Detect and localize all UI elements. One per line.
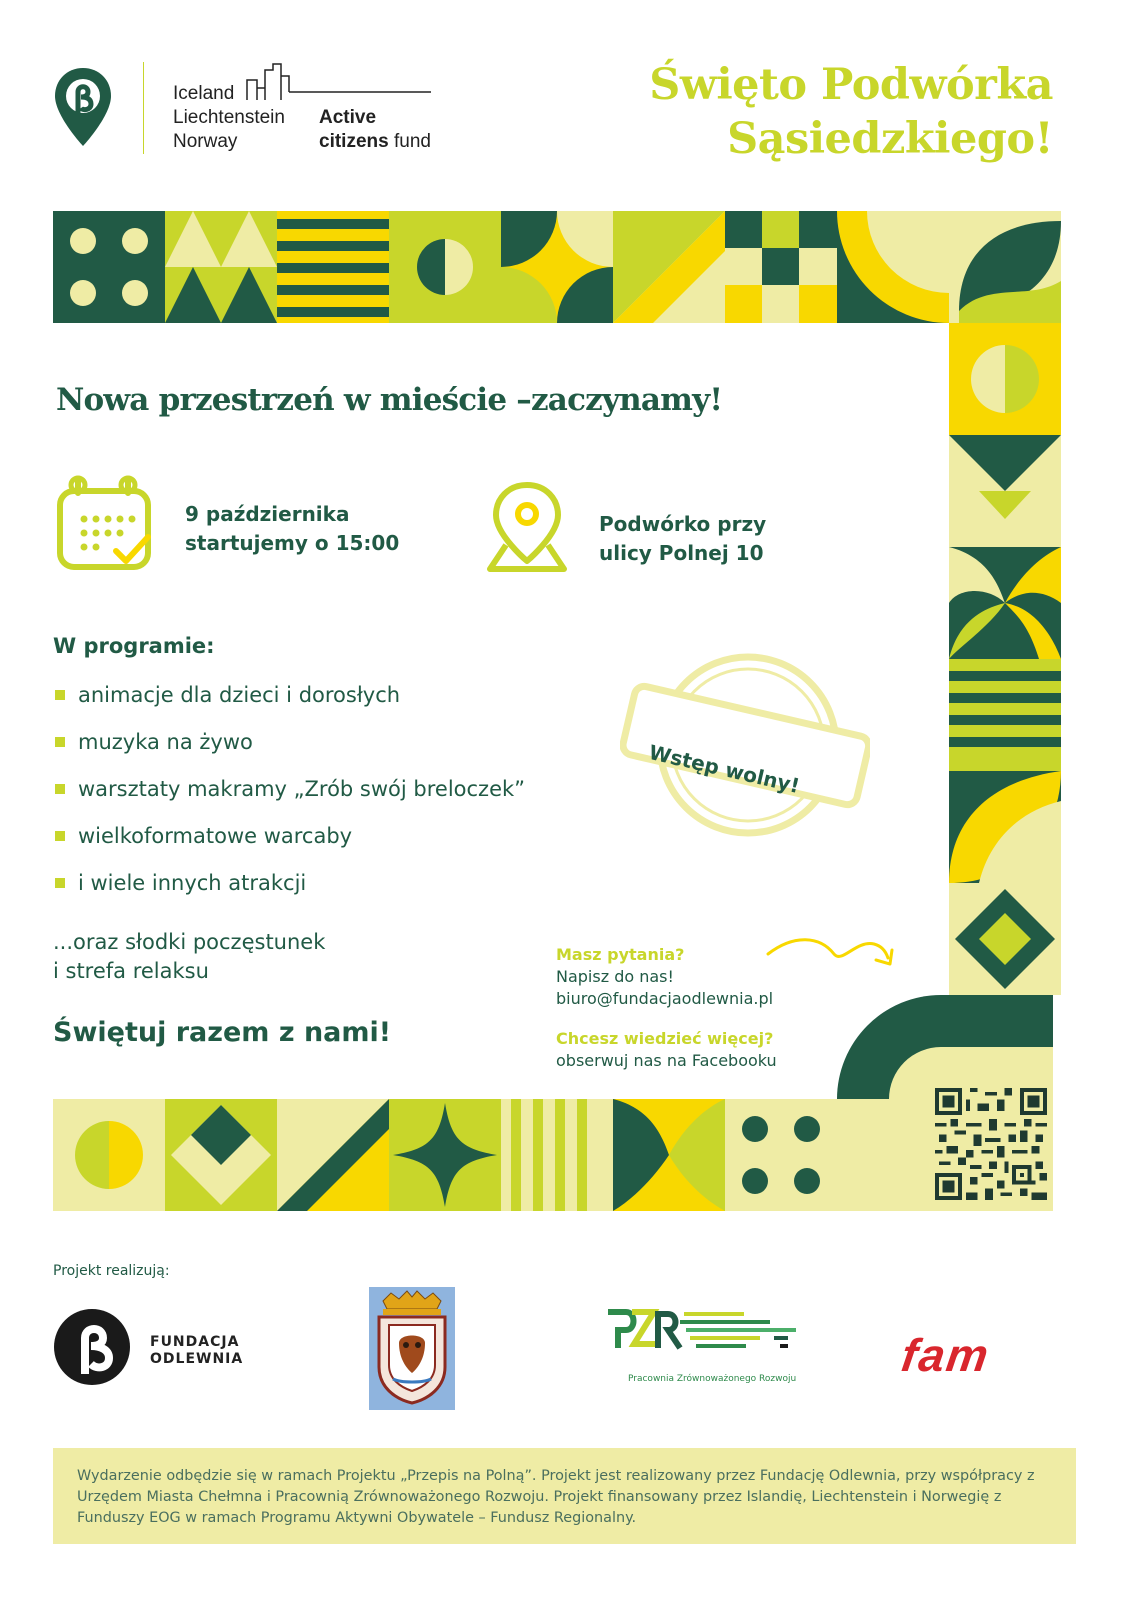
stamp-text: Wstęp wolny!	[646, 740, 802, 798]
corner-arc-shape	[837, 995, 1053, 1099]
page-title	[649, 58, 1053, 166]
pattern-tile	[949, 883, 1061, 995]
pattern-tile	[613, 1099, 725, 1211]
title-line1: Święto Podwórka	[649, 60, 1053, 110]
footer	[53, 1448, 1076, 1544]
list-item: i wiele innych atrakcji	[53, 869, 525, 916]
pzr-caption: Pracownia Zrównoważonego Rozwoju	[628, 1374, 797, 1384]
logo-divider	[143, 62, 144, 154]
pattern-tile	[277, 211, 389, 323]
pattern-tile	[949, 435, 1061, 547]
fundacja-line1: FUNDACJA	[150, 1334, 240, 1350]
place-line1: Podwórko przy	[599, 512, 767, 536]
pattern-tile	[165, 1099, 277, 1211]
event-date-line1: 9 października	[185, 502, 350, 526]
fam-logo: fam	[898, 1329, 994, 1381]
event-date	[185, 500, 399, 558]
location-pin-icon	[484, 481, 570, 577]
contact-prompt: Napisz do nas!	[556, 967, 674, 986]
contact-email[interactable]: biuro@fundacjaodlewnia.pl	[556, 989, 774, 1008]
more-info-question: Chcesz wiedzieć więcej?	[556, 1029, 774, 1048]
calendar-icon	[56, 475, 154, 573]
country-liechtenstein: Liechtenstein	[173, 107, 285, 128]
pattern-tile	[837, 1099, 949, 1211]
list-item: animacje dla dzieci i dorosłych	[53, 681, 525, 728]
facebook-link[interactable]: obserwuj nas na Facebooku	[556, 1051, 777, 1070]
pattern-tile	[949, 211, 1061, 323]
pattern-tile	[165, 211, 277, 323]
country-iceland: Iceland	[173, 83, 235, 104]
extra-info	[53, 928, 413, 986]
contact-question: Masz pytania?	[556, 945, 685, 964]
pattern-tile	[389, 211, 501, 323]
pattern-tile	[501, 211, 613, 323]
pattern-tile	[389, 1099, 501, 1211]
title-line2: Sąsiedzkiego!	[727, 114, 1053, 164]
list-item: wielkoformatowe warcaby	[53, 822, 525, 869]
fundacja-odlewnia-logo	[53, 1308, 131, 1386]
pattern-tile	[613, 211, 725, 323]
partners-label: Projekt realizują:	[53, 1263, 170, 1279]
extra-line1: ...oraz słodki poczęstunek	[53, 930, 326, 954]
fundacja-pin-logo	[53, 66, 113, 148]
city-skyline-icon	[243, 62, 433, 102]
list-item: muzyka na żywo	[53, 728, 525, 775]
eea-grants-logo	[173, 62, 443, 162]
pattern-tile	[949, 323, 1061, 435]
subheadline: Nowa przestrzeń w mieście –zaczynamy!	[56, 382, 723, 418]
pattern-tile	[725, 211, 837, 323]
program-title: W programie:	[53, 634, 215, 658]
list-item: warsztaty makramy „Zrób swój breloczek”	[53, 775, 525, 822]
pattern-tile	[949, 659, 1061, 771]
pattern-tile	[53, 211, 165, 323]
pattern-tile	[501, 1099, 613, 1211]
fundacja-odlewnia-name	[150, 1334, 243, 1368]
pattern-tile	[949, 771, 1061, 883]
country-norway: Norway	[173, 131, 238, 152]
pattern-tile	[277, 1099, 389, 1211]
event-time-line2: startujemy o 15:00	[185, 531, 400, 555]
city-coat-of-arms	[369, 1287, 455, 1410]
program-list	[53, 681, 525, 916]
pattern-tile	[949, 547, 1061, 659]
qr-code[interactable]	[935, 1088, 1047, 1200]
place-line2: ulicy Polnej 10	[599, 541, 764, 565]
fundacja-line2: ODLEWNIA	[150, 1351, 244, 1367]
extra-line2: i strefa relaksu	[53, 959, 209, 983]
pattern-tile	[53, 1099, 165, 1211]
pattern-tile	[725, 1099, 837, 1211]
call-to-action: Świętuj razem z nami!	[53, 1017, 392, 1048]
event-place	[599, 510, 766, 568]
curly-arrow-icon	[764, 930, 904, 980]
pattern-tile	[837, 211, 949, 323]
fund-name-line1: Active	[319, 107, 377, 128]
fund-name-line2: citizens fund	[319, 131, 431, 152]
footer-text: Wydarzenie odbędzie się w ramach Projektu „Przepis na Polną”. Projekt jest realizowany przez Fundację Odlewnia, przy współpracy z Urzędem Miasta Chełmna i Pracownią Zrównoważonego Rozwoju. Projekt finansowany przez Islandię, Liechtenstein i Norwegię z Funduszy EOG w ramach Programu Aktywni Obywatele – Fundusz Regionalny.	[77, 1468, 1035, 1526]
